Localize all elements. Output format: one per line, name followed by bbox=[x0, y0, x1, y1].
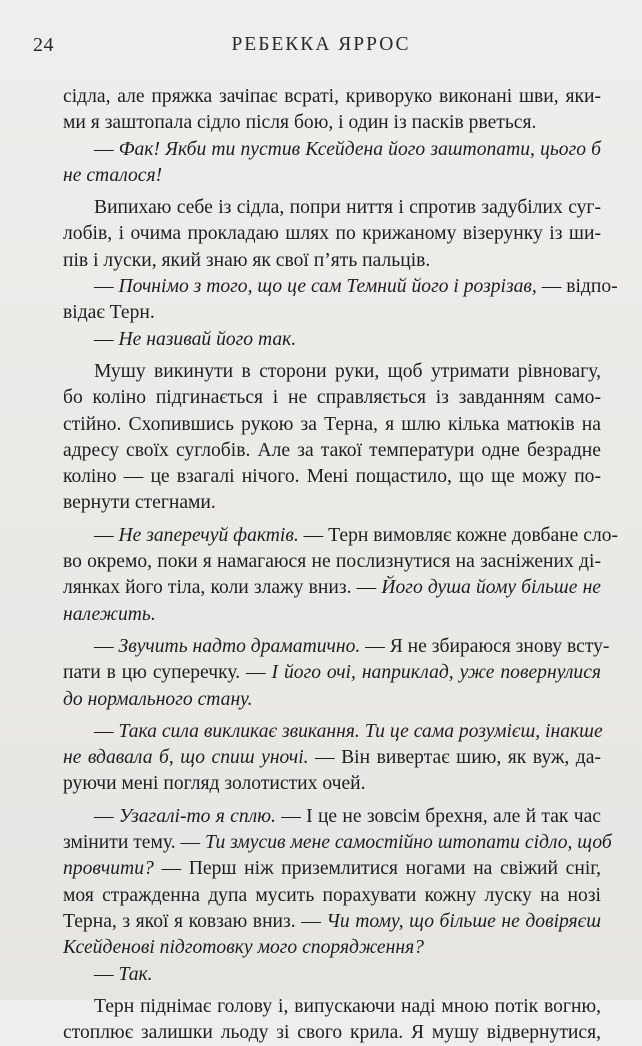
italic-dialogue-text: Звучить надто драматично. bbox=[118, 635, 361, 657]
narrative-text: — Я не збираюся знову всту- bbox=[360, 635, 610, 657]
narrative-text: коліно — це взагалі нічого. Мені пощастило, що ще можу по- bbox=[63, 466, 601, 488]
text-line bbox=[63, 962, 601, 988]
narrative-text: Терна, з якої я ковзаю вниз. — bbox=[63, 910, 327, 932]
narrative-text: лянках його тіла, коли злажу вниз. — bbox=[63, 577, 382, 599]
text-line bbox=[63, 137, 601, 163]
narrative-text: пів і луски, який знаю як свої п’ять пальців. bbox=[63, 249, 431, 271]
running-head: РЕБЕККА ЯРРОС bbox=[231, 34, 411, 55]
narrative-text: Мушу викинути в сторони руки, щоб утримати рівновагу, bbox=[94, 360, 601, 382]
italic-dialogue-text: Чи тому, що більше не довіряєш bbox=[326, 910, 601, 932]
narrative-text: — І це не зовсім брехня, але й так час bbox=[275, 805, 601, 827]
narrative-text: — Терн вимовляє кожне довбане сло- bbox=[298, 524, 619, 546]
narrative-text: лобів, і очима прокладаю шлях по крижаному візерунку із ши- bbox=[63, 223, 601, 245]
text-line bbox=[63, 909, 601, 935]
italic-dialogue-text: І його очі, наприклад, уже повернулися bbox=[271, 662, 602, 684]
text-line bbox=[63, 523, 619, 549]
text-line bbox=[63, 771, 601, 797]
text-line bbox=[63, 221, 601, 247]
text-line bbox=[63, 660, 601, 686]
narrative-text: — bbox=[94, 635, 119, 657]
italic-dialogue-text: Ти змусив мене самостійно штопати сідло, щоб bbox=[205, 832, 612, 854]
narrative-text: — відпо- bbox=[536, 276, 618, 298]
text-line bbox=[63, 274, 618, 300]
italic-dialogue-text: провчити? bbox=[63, 858, 154, 880]
text-line bbox=[63, 602, 601, 628]
italic-dialogue-text: Така сила викликає звикання. Ти це сама розумієш, інакше bbox=[118, 720, 603, 742]
text-line bbox=[63, 687, 601, 713]
italic-dialogue-text: належить. bbox=[63, 603, 156, 625]
text-line bbox=[63, 464, 601, 490]
italic-dialogue-text: Узагалі-то я сплю. bbox=[118, 805, 276, 827]
narrative-text: змінити тему. — bbox=[63, 832, 206, 854]
italic-dialogue-text: Так. bbox=[118, 963, 153, 985]
narrative-text: сідла, але пряжка зачіпає всраті, криворуко виконані шви, яки- bbox=[63, 86, 601, 107]
italic-dialogue-text: Не називай його так. bbox=[118, 328, 297, 350]
text-line bbox=[63, 549, 601, 575]
text-line bbox=[63, 1020, 601, 1046]
narrative-text: стійно. Схопившись рукою за Терна, я шлю кілька матюків на bbox=[63, 413, 601, 435]
narrative-text: — bbox=[94, 328, 119, 350]
text-line bbox=[63, 248, 601, 274]
text-line bbox=[63, 438, 601, 464]
text-line bbox=[63, 745, 601, 771]
text-line bbox=[63, 84, 601, 110]
text-line bbox=[63, 110, 601, 136]
narrative-text: руючи мені погляд золотистих очей. bbox=[63, 773, 366, 795]
text-line bbox=[63, 883, 601, 909]
text-line bbox=[63, 830, 612, 856]
narrative-text: — bbox=[94, 963, 119, 985]
narrative-text: — Перш ніж приземлитися ногами на свіжий сніг, bbox=[153, 858, 601, 880]
italic-dialogue-text: Його душа йому більше не bbox=[381, 577, 601, 599]
narrative-text: ми я заштопала сідло після бою, і один із пасків рветься. bbox=[63, 112, 537, 134]
text-line bbox=[63, 327, 601, 353]
text-line bbox=[63, 163, 601, 189]
text-line bbox=[63, 300, 601, 326]
narrative-text: вернути стегнами. bbox=[63, 492, 216, 514]
text-line bbox=[63, 994, 601, 1020]
narrative-text: відає Терн. bbox=[63, 302, 155, 324]
narrative-text: — bbox=[94, 720, 119, 742]
text-line bbox=[63, 490, 601, 516]
italic-dialogue-text: не сталося! bbox=[63, 164, 163, 186]
narrative-text: — bbox=[94, 524, 119, 546]
text-line bbox=[63, 412, 601, 438]
italic-dialogue-text: до нормального стану. bbox=[63, 688, 253, 710]
narrative-text: — bbox=[94, 138, 119, 160]
narrative-text: моя стражденна дупа мусить порахувати кожну луску на нозі bbox=[63, 884, 601, 906]
narrative-text: бо коліно підгинається і не справляється із завданням само- bbox=[63, 387, 601, 409]
narrative-text: Випихаю себе із сідла, попри ниття і спротив задубілих суг- bbox=[94, 197, 601, 219]
narrative-text: стоплює залишки льоду зі свого крила. Я мушу відвернутися, bbox=[63, 1022, 601, 1044]
narrative-text: адресу своїх суглобів. Але за такої температури одне безрадне bbox=[63, 439, 601, 461]
italic-dialogue-text: Не заперечуй фактів. bbox=[118, 524, 299, 546]
page-number: 24 bbox=[33, 34, 54, 56]
text-line bbox=[63, 935, 601, 961]
narrative-text: пати в цю суперечку. — bbox=[63, 662, 272, 684]
text-line bbox=[63, 634, 610, 660]
text-line bbox=[63, 856, 601, 882]
italic-dialogue-text: Ксейденові підготовку мого спорядження? bbox=[63, 937, 424, 959]
italic-dialogue-text: Почнімо з того, що це сам Темний його і розрізав, bbox=[118, 276, 537, 298]
text-line bbox=[63, 385, 601, 411]
text-line bbox=[63, 804, 601, 830]
narrative-text: — bbox=[94, 805, 119, 827]
text-line bbox=[63, 719, 601, 745]
text-line bbox=[63, 575, 601, 601]
narrative-text: во окремо, поки я намагаюся не послизнутися на засніжених ді- bbox=[63, 551, 601, 573]
italic-dialogue-text: не вдавала б, що спиш уночі. bbox=[63, 747, 309, 769]
italic-dialogue-text: Фак! Якби ти пустив Ксейдена його заштопати, цього б bbox=[118, 138, 601, 160]
narrative-text: — Він вивертає шию, як вуж, да- bbox=[308, 747, 601, 769]
narrative-text: — bbox=[94, 276, 119, 298]
text-line bbox=[63, 195, 601, 221]
narrative-text: Терн піднімає голову і, випускаючи наді мною потік вогню, bbox=[94, 995, 601, 1017]
text-line bbox=[63, 359, 601, 385]
body-text bbox=[63, 84, 619, 1046]
